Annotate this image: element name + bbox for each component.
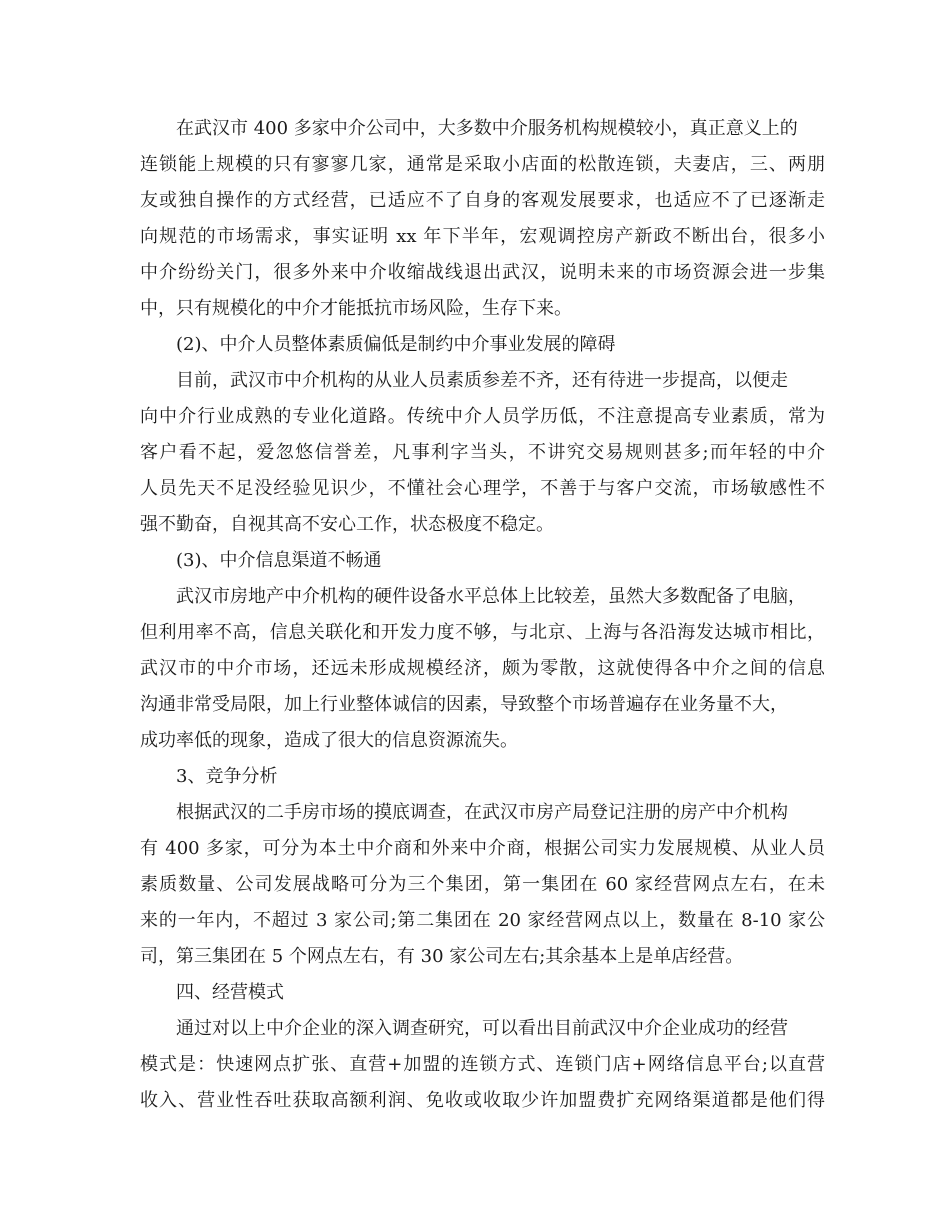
text-line: 素质数量、公司发展战略可分为三个集团，第一集团在 60 家经营网点左右，在未 [140, 874, 825, 895]
text-line: 收入、营业性吞吐获取高额利润、免收或收取少许加盟费扩充网络渠道都是他们得 [140, 1090, 825, 1111]
text-line: 连锁能上规模的只有寥寥几家，通常是采取小店面的松散连锁，夫妻店，三、两朋 [140, 154, 825, 175]
text-line: 强不勤奋，自视其高不安心工作，状态极度不稳定。 [140, 514, 554, 535]
text-line: 武汉市房地产中介机构的硬件设备水平总体上比较差，虽然大多数配备了电脑， [176, 586, 806, 607]
text-line: 有 400 多家，可分为本土中介商和外来中介商，根据公司实力发展规模、从业人员 [140, 838, 825, 859]
text-line: 模式是：快速网点扩张、直营+加盟的连锁方式、连锁门店+网络信息平台;以直营 [140, 1054, 825, 1075]
text-line: 人员先天不足没经验见识少，不懂社会心理学，不善于与客户交流，市场敏感性不 [140, 478, 825, 499]
text-line: 沟通非常受局限，加上行业整体诚信的因素，导致整个市场普遍存在业务量不大， [140, 694, 788, 715]
section-heading: 3、竞争分析 [176, 766, 278, 787]
text-line: 来的一年内，不超过 3 家公司;第二集团在 20 家经营网点以上，数量在 8-10 家公 [140, 910, 825, 931]
text-line: 司，第三集团在 5 个网点左右，有 30 家公司左右;其余基本上是单店经营。 [140, 946, 744, 967]
text-line: 根据武汉的二手房市场的摸底调查，在武汉市房产局登记注册的房产中介机构 [176, 802, 788, 823]
text-line: 目前，武汉市中介机构的从业人员素质参差不齐，还有待进一步提高，以便走 [176, 370, 788, 391]
section-heading: 四、经营模式 [176, 982, 284, 1003]
text-line: 但利用率不高，信息关联化和开发力度不够，与北京、上海与各沿海发达城市相比， [140, 622, 825, 643]
text-line: 向规范的市场需求，事实证明 xx 年下半年，宏观调控房产新政不断出台，很多小 [140, 226, 825, 247]
text-line: 武汉市的中介市场，还远未形成规模经济，颇为零散，这就使得各中介之间的信息 [140, 658, 825, 679]
text-line: 友或独自操作的方式经营，已适应不了自身的客观发展要求，也适应不了已逐渐走 [140, 190, 825, 211]
text-line: 向中介行业成熟的专业化道路。传统中介人员学历低，不注意提高专业素质，常为 [140, 406, 825, 427]
text-line: 客户看不起，爱忽悠信誉差，凡事利字当头，不讲究交易规则甚多;而年轻的中介 [140, 442, 825, 463]
text-line: 中介纷纷关门，很多外来中介收缩战线退出武汉，说明未来的市场资源会进一步集 [140, 262, 825, 283]
section-heading: (2)、中介人员整体素质偏低是制约中介事业发展的障碍 [176, 334, 616, 355]
text-line: 成功率低的现象，造成了很大的信息资源流失。 [140, 730, 518, 751]
text-line: 通过对以上中介企业的深入调查研究，可以看出目前武汉中介企业成功的经营 [176, 1018, 788, 1039]
text-line: 在武汉市 400 多家中介公司中，大多数中介服务机构规模较小，真正意义上的 [176, 118, 798, 139]
section-heading: (3)、中介信息渠道不畅通 [176, 550, 382, 571]
text-line: 中，只有规模化的中介才能抵抗市场风险，生存下来。 [140, 298, 572, 319]
